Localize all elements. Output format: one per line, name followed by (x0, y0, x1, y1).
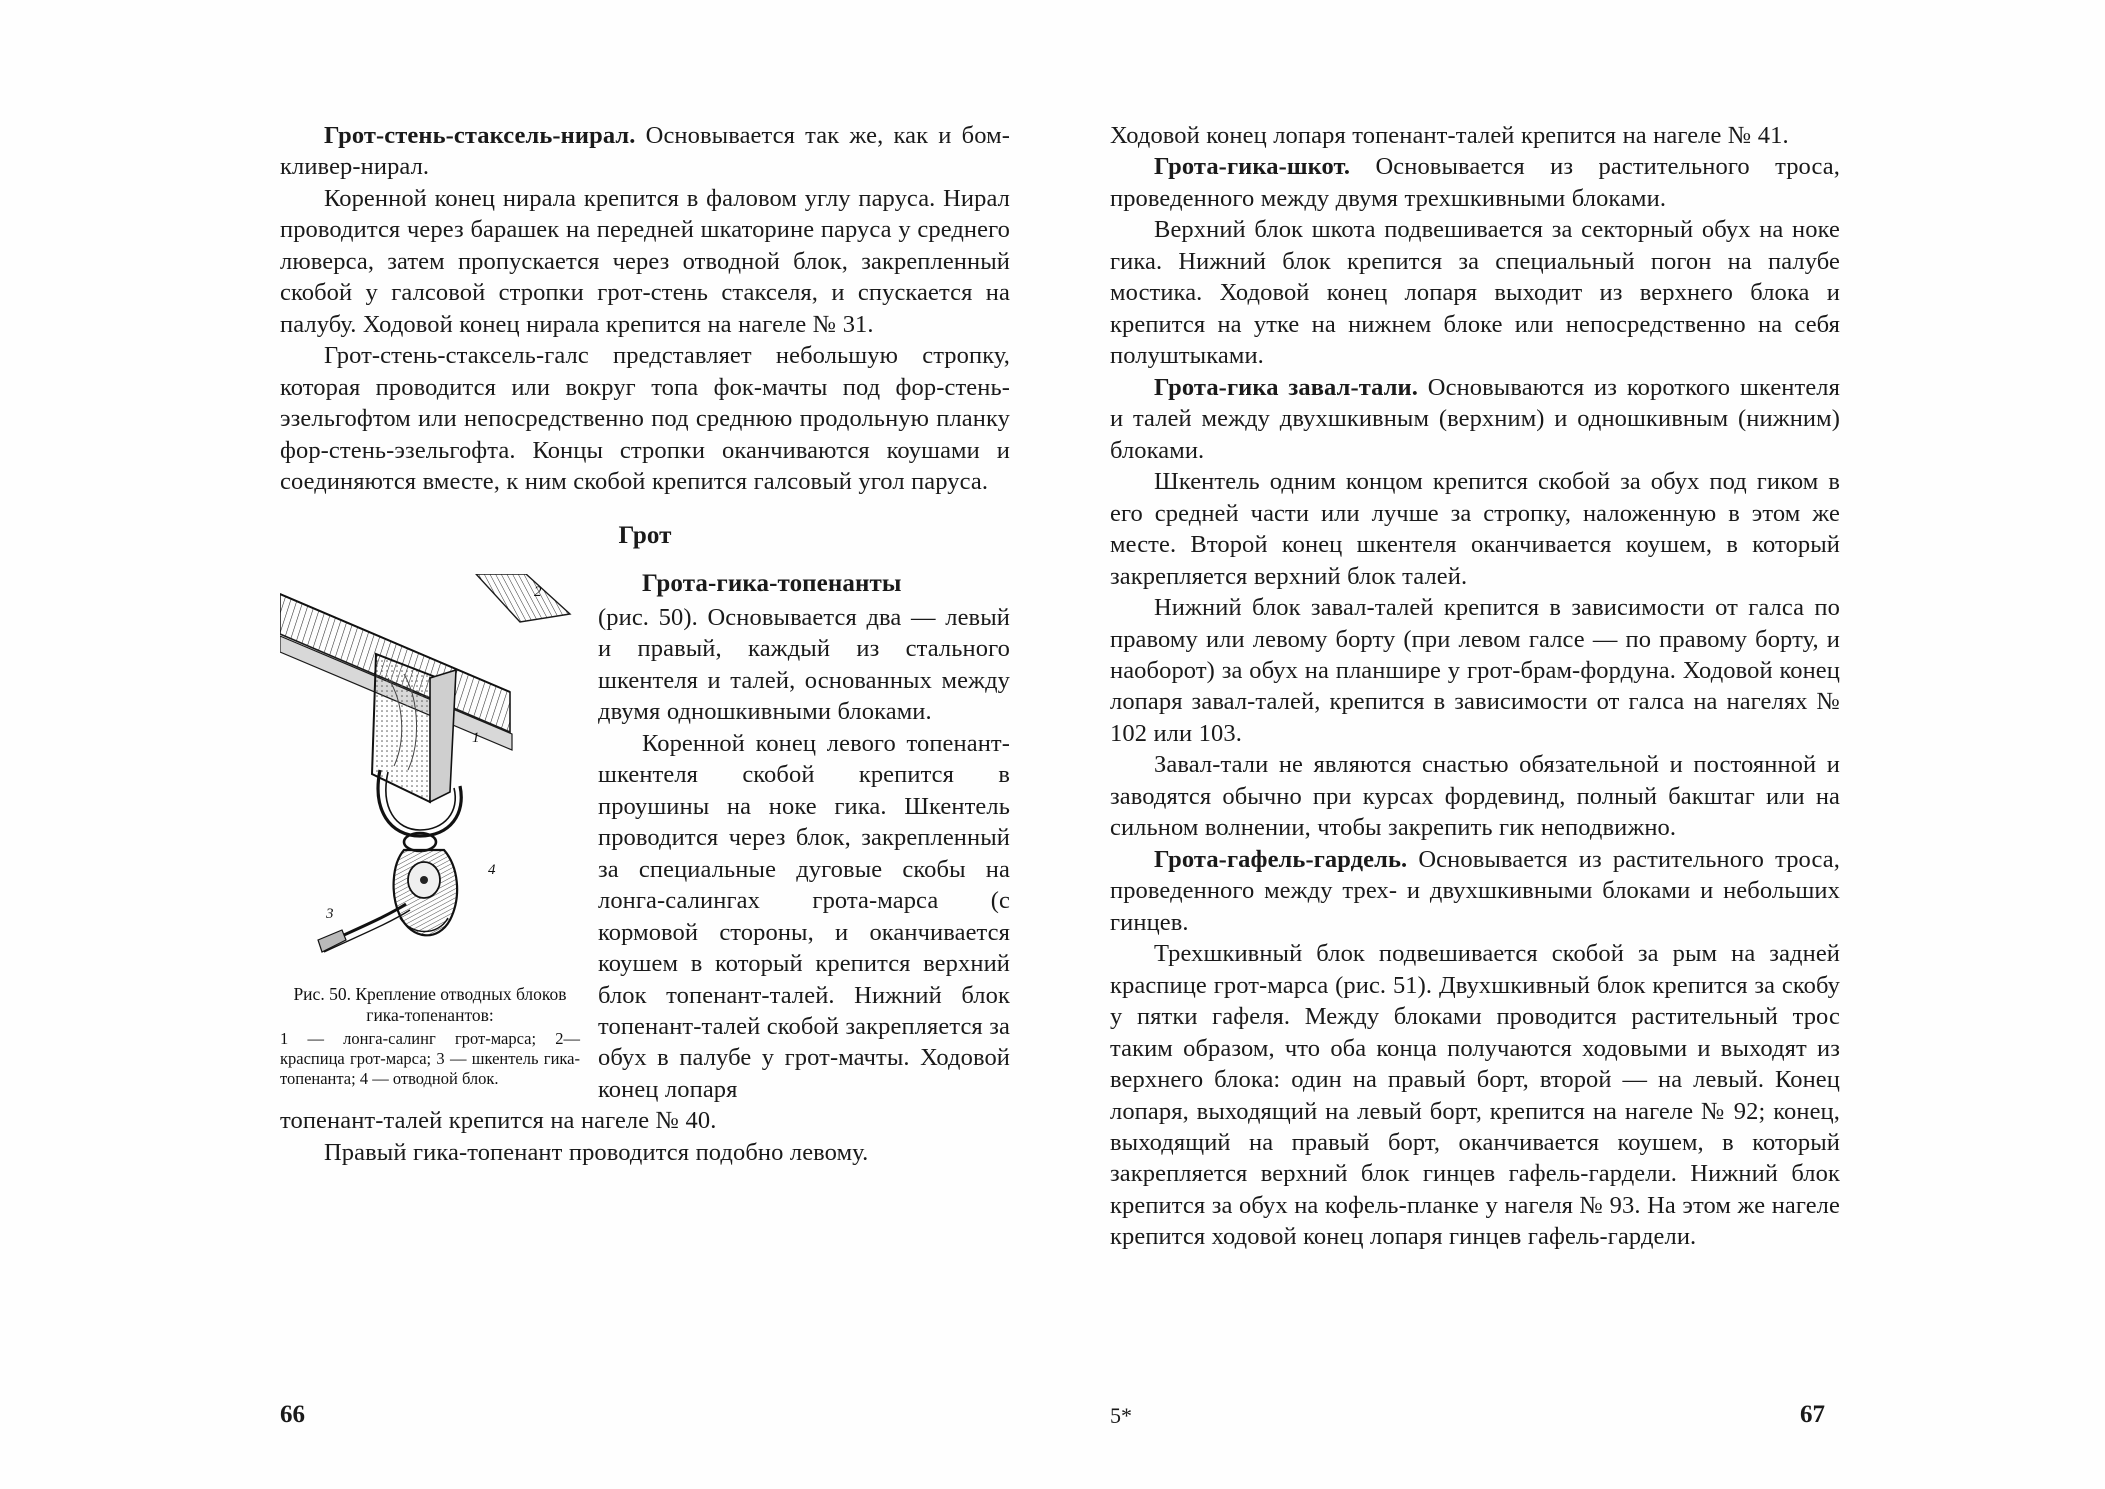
page-number-left: 66 (280, 1401, 305, 1428)
run-in-head: Грота-гафель-гардель. (1154, 845, 1408, 873)
paragraph: Коренной конец нирала крепится в фаловом углу паруса. Нирал проводится через барашек на передней шкаторине паруса у среднего люверса, затем пропускается через отводной блок, закрепленный скобой у галсовой стропки грот-стень стакселя, и спускается на палубу. Ходовой конец нирала крепится на нагеле № 31. (280, 184, 1010, 338)
signature-mark: 5* (1110, 1403, 1132, 1428)
paragraph: Ходовой конец лопаря топенант-талей крепится на нагеле № 41. (1110, 122, 1789, 149)
paragraph: Шкентель одним концом крепится скобой за обух под гиком в его средней части или лучше за стропку, наложенную в этом же месте. Второй конец шкентеля оканчивается коушем, в который закрепляется верхний блок талей. (1110, 468, 1840, 590)
two-column-spread (280, 120, 1840, 1320)
run-in-head: Грота-гика-шкот. (1154, 153, 1351, 181)
figure-caption-title: Рис. 50. Крепление отводных блоков гика-топенантов: (293, 983, 567, 1025)
paragraph: Правый гика-топенант проводится подобно левому. (324, 1138, 869, 1166)
page-number-right: 67 (1800, 1401, 1825, 1428)
figure-50 (280, 574, 580, 1089)
paragraph: Коренной конец левого топенант-шкентеля скобой крепится в проушины на ноке гика. Шкентель проводится через блок, закрепленный за специальные дуговые скобы на лонга-салингах грота-марса (с кормовой стороны, и оканчивается коушем в который крепится верхний блок топенант-талей. Нижний блок топенант-талей скобой закрепляется за обух в палубе у грот-мачты. Ходовой конец лопаря (598, 729, 1010, 1103)
paragraph: Верхний блок шкота подвешивается за секторный обух на ноке гика. Нижний блок крепится за специальный погон на палубе мостика. Ходовой конец лопаря выходит из верхнего блока и крепится на утке на нижнем блоке или непосредственно на себя полуштыками. (1110, 216, 1840, 370)
right-page-column (1110, 120, 1840, 1320)
figure-caption (280, 984, 580, 1089)
left-page-column (280, 120, 1010, 1320)
section-title: Грот (618, 521, 672, 549)
paragraph: Нижний блок завал-талей крепится в зависимости от галса по правому или левому борту (при левом галсе — по правому борту, и наоборот) за обух на планшире у грот-брам-фордуна. Ходовой конец лопаря завал-талей, крепится в зависимости от галса на нагелях № 102 или 103. (1110, 594, 1840, 747)
rigging-block-illustration (280, 574, 576, 974)
svg-text:2: 2 (534, 583, 542, 600)
svg-text:4: 4 (488, 861, 496, 878)
figure-image (280, 574, 576, 974)
paragraph: Грот-стень-стаксель-нирал. Основывается так же, как и бом-кливер-нирал. (280, 122, 1010, 181)
figure-caption-legend: 1 — лонга-салинг грот-марса; 2— краспица грот-марса; 3 — шкентель гика-топенанта; 4 — отводной блок. (280, 1028, 580, 1088)
paragraph: Грота-гика-шкот. Основывается из растительного троса, проведенного между двумя трехшкивными блоками. (1110, 153, 1840, 212)
paragraph: Грот-стень-стаксель-галс представляет небольшую стропку, которая проводится или вокруг топа фок-мачты под фор-стень-эзельгофтом или непосредственно под среднюю продольную планку фор-стень-эзельгофта. Концы стропки оканчиваются коушами и соединяются вместе, к ним скобой крепится галсовый угол паруса. (280, 342, 1010, 496)
svg-text:1: 1 (472, 729, 480, 746)
svg-text:3: 3 (326, 905, 334, 922)
paragraph: (рис. 50). Основывается два — левый и правый, каждый из стального шкентеля и талей, основанных между двумя одношкивными блоками. (598, 603, 1010, 726)
paragraph: Трехшкивный блок подвешивается скобой за рым на задней краспице грот-марса (рис. 51). Двухшкивный блок крепится за скобу у пятки гафеля. Между блоками проводится растительный трос таким образом, что оба конца получаются ходовыми и выходят из верхнего блока: один на правый борт, второй — на левый. Конец лопаря, выходящий на левый борт, крепится на нагеле № 92; конец, выходящий на правый борт, оканчивается коушем, в который закрепляется верхний блок гинцев гафель-гардели. Нижний блок крепится за обух на кофель-планке у нагеля № 93. На этом же нагеле крепится ходовой конец лопаря гинцев гафель-гардели. (1110, 940, 1840, 1251)
paragraph: топенант-талей крепится на нагеле № 40. (280, 1107, 717, 1135)
run-in-head: Грот-стень-стаксель-нирал. (324, 122, 636, 149)
paragraph: Завал-тали не являются снастью обязательной и постоянной и заводятся обычно при курсах фордевинд, полный бакштаг или на сильном волнении, чтобы закрепить гик неподвижно. (1110, 751, 1840, 842)
run-in-head: Грота-гика завал-тали. (1154, 373, 1418, 401)
paragraph: Грота-гика завал-тали. Основываются из короткого шкентеля и талей между двухшкивным (верхним) и одношкивным (нижним) блоками. (1110, 373, 1840, 464)
subsection-title: Грота-гика-топенанты (642, 569, 902, 597)
paragraph: Грота-гафель-гардель. Основывается из растительного троса, проведенного между трех- и двухшкивными блоками и небольших гинцев. (1110, 845, 1840, 936)
